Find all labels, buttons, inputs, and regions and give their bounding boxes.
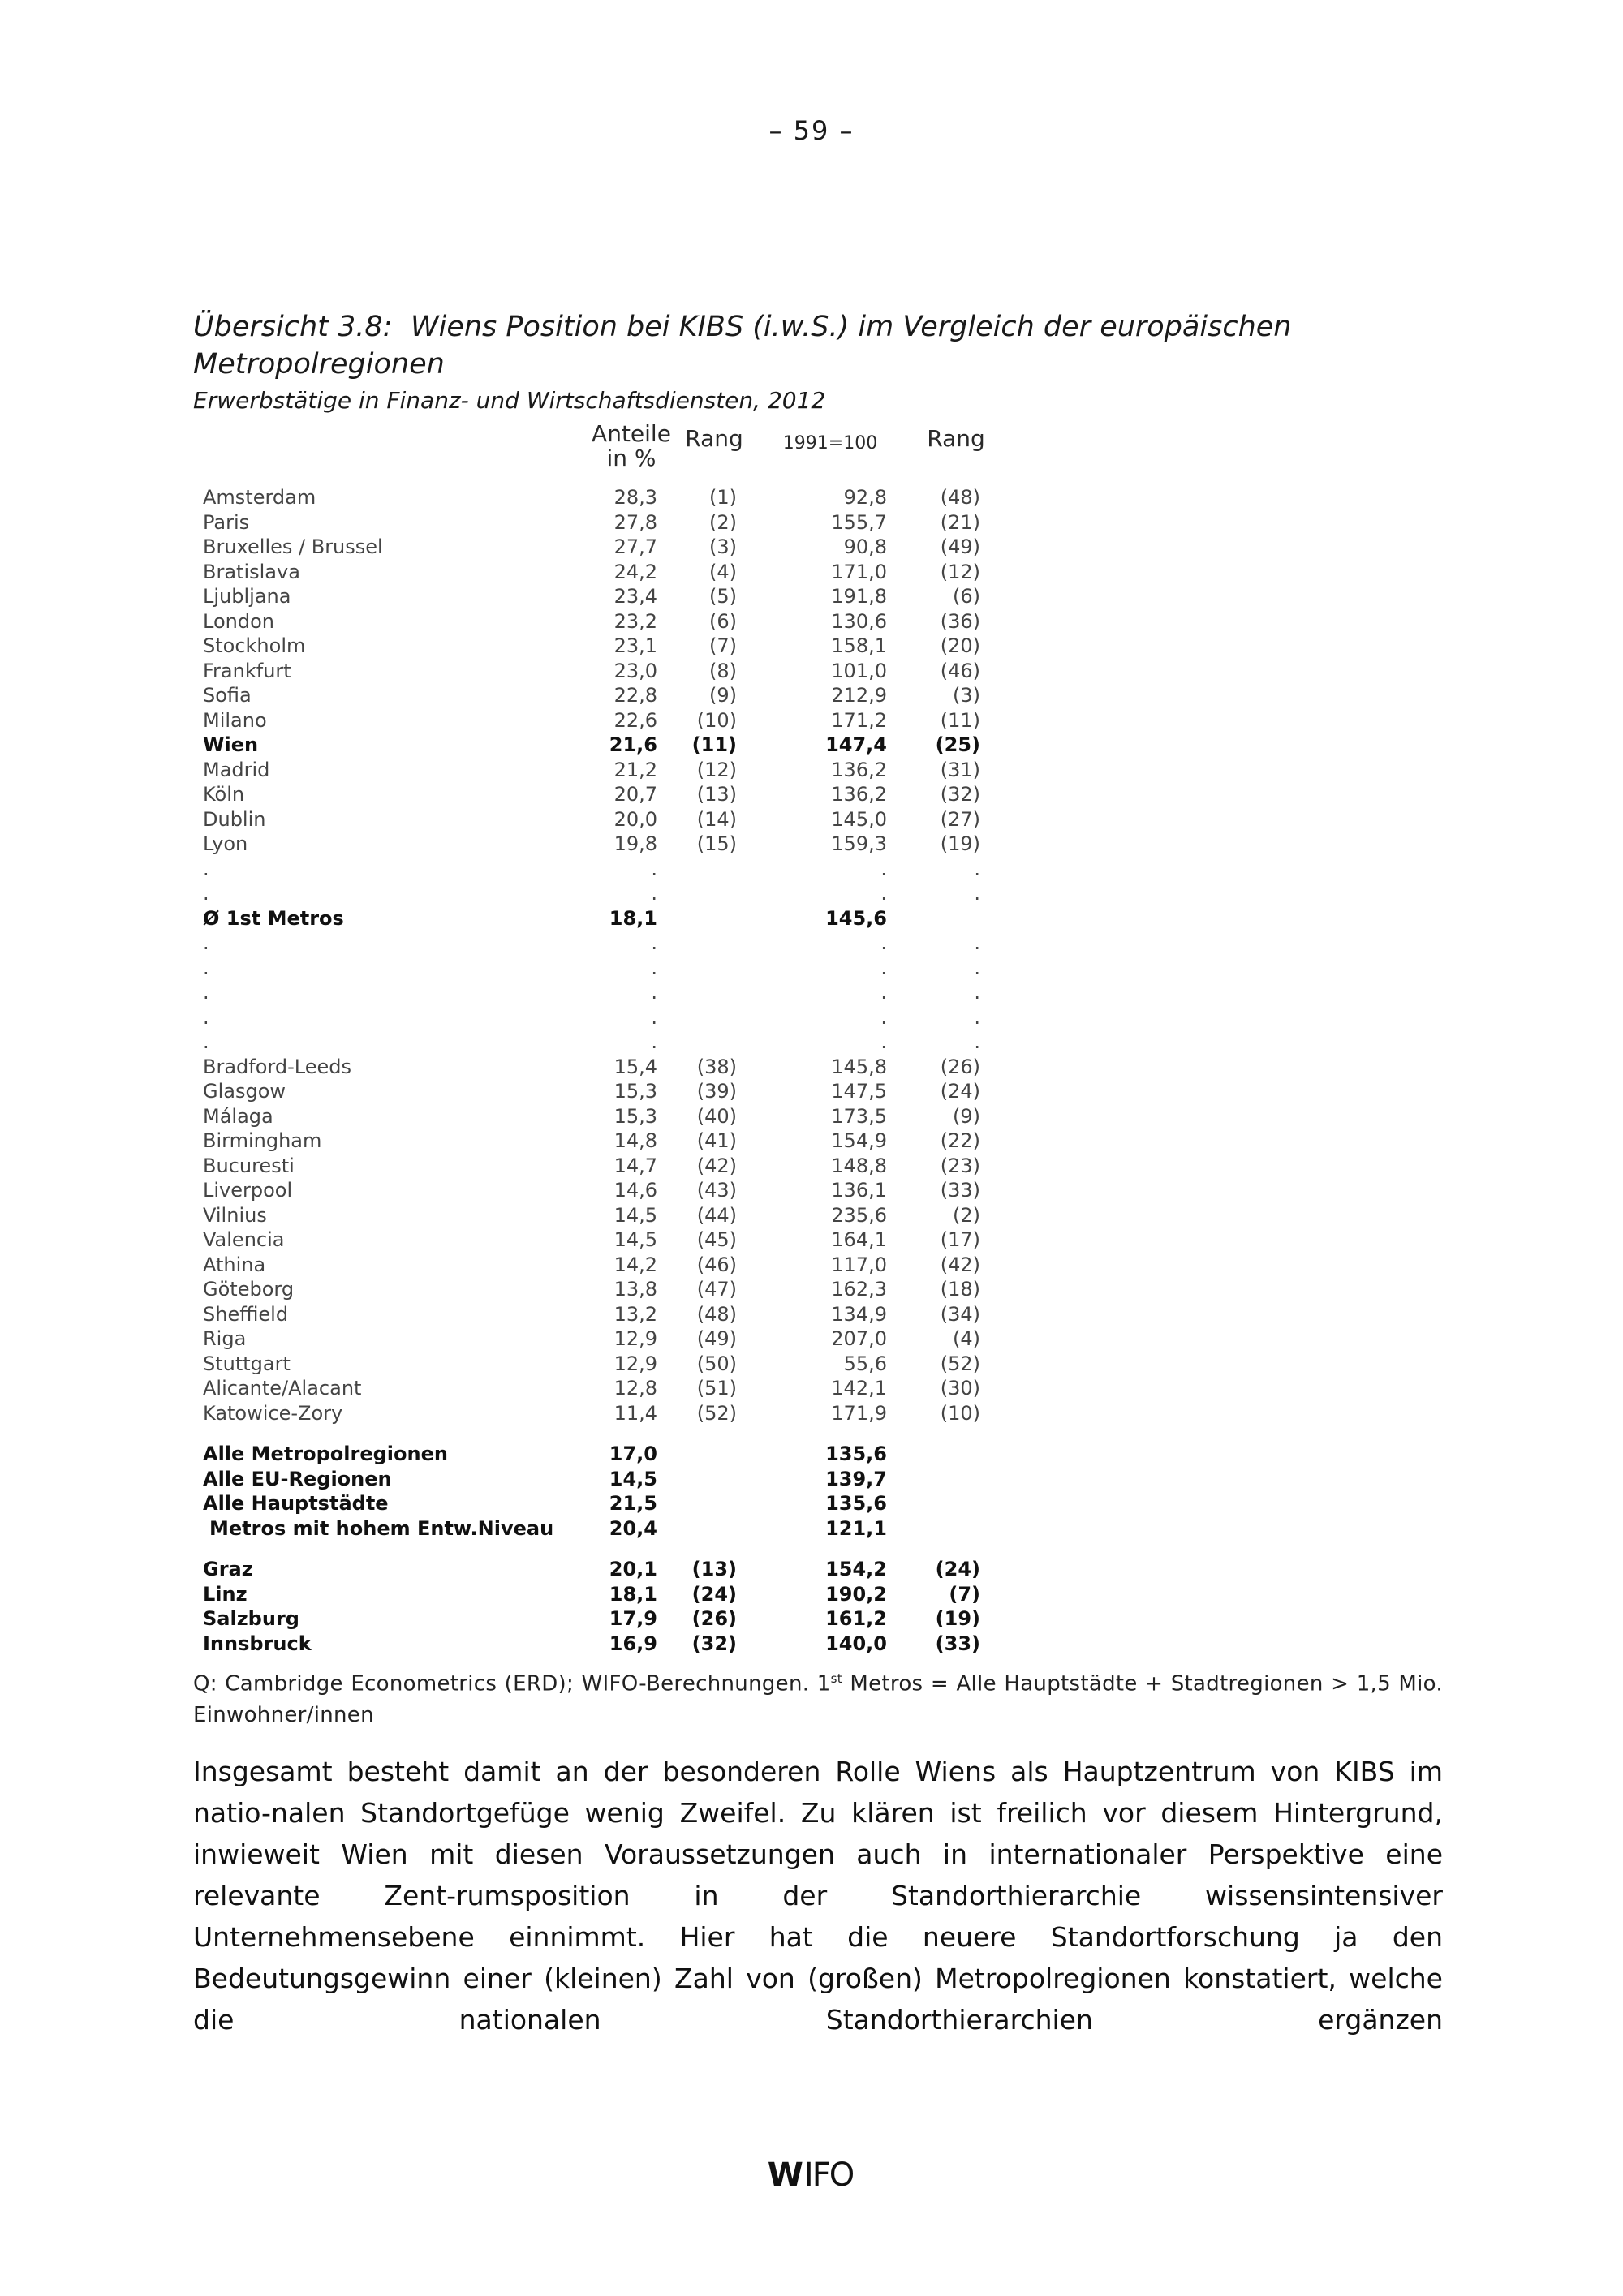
cell-rank2: . — [974, 981, 980, 1004]
cell-rank2: (3) — [953, 684, 980, 707]
cell-index: . — [880, 931, 887, 954]
cell-name: Málaga — [203, 1104, 273, 1128]
overview-label: Übersicht 3.8: — [193, 311, 393, 343]
cell-name: Madrid — [203, 758, 270, 781]
table-row — [193, 584, 1005, 609]
kibs-table — [193, 422, 1005, 1656]
cell-rank: (42) — [696, 1154, 737, 1177]
table-row — [193, 609, 1005, 634]
cell-name: Stuttgart — [203, 1352, 291, 1375]
cell-share: 21,5 — [609, 1492, 657, 1515]
cell-share: 22,6 — [613, 708, 657, 732]
cell-rank2: (4) — [953, 1327, 980, 1350]
cell-name: Sofia — [203, 684, 252, 707]
cell-index: 142,1 — [831, 1377, 887, 1400]
cell-name: Lyon — [203, 832, 248, 855]
cell-rank: (12) — [696, 758, 737, 781]
table-row — [193, 1178, 1005, 1203]
cell-rank: (14) — [696, 807, 737, 831]
table-row — [193, 931, 1005, 956]
cell-index: 140,0 — [825, 1632, 887, 1655]
cell-share: 23,2 — [613, 609, 657, 633]
cell-rank2: (10) — [940, 1401, 980, 1425]
cell-index: 235,6 — [831, 1203, 887, 1227]
table-row — [193, 510, 1005, 535]
table-row — [193, 1203, 1005, 1228]
cell-share: . — [651, 956, 657, 979]
cell-index: 130,6 — [831, 609, 887, 633]
cell-rank2: (26) — [940, 1055, 980, 1078]
cell-rank2: (24) — [940, 1080, 980, 1103]
source-text: Q: Cambridge Econometrics (ERD); WIFO-Berechnungen. 1 — [193, 1671, 831, 1696]
cell-share: 24,2 — [613, 560, 657, 583]
table-row — [193, 857, 1005, 882]
table-row — [193, 832, 1005, 857]
title-line-2: Metropolregionen — [193, 348, 445, 381]
source-note — [193, 1663, 1443, 1731]
cell-share: 13,2 — [613, 1302, 657, 1326]
cell-index: 136,2 — [831, 758, 887, 781]
cell-rank2: (12) — [940, 560, 980, 583]
cell-share: . — [651, 882, 657, 905]
cell-rank2: . — [974, 1005, 980, 1029]
cell-index: 136,1 — [831, 1179, 887, 1202]
cell-rank: (8) — [709, 659, 737, 682]
table-subtitle: Erwerbstätige in Finanz- und Wirtschaftsdiensten, 2012 — [193, 387, 826, 414]
cell-index: 155,7 — [831, 510, 887, 534]
cell-name: Stockholm — [203, 634, 306, 657]
cell-index: 121,1 — [825, 1516, 887, 1540]
cell-index: 136,2 — [831, 783, 887, 806]
cell-name: Vilnius — [203, 1203, 267, 1227]
cell-name: . — [203, 931, 209, 954]
cell-rank2: (17) — [940, 1228, 980, 1251]
cell-name: Dublin — [203, 807, 266, 831]
cell-rank2: (42) — [940, 1253, 980, 1276]
cell-name: . — [203, 857, 209, 880]
cell-name: Sheffield — [203, 1302, 289, 1326]
cell-rank: (13) — [691, 1558, 737, 1580]
cell-share: . — [651, 981, 657, 1004]
cell-index: 147,5 — [831, 1080, 887, 1103]
cell-index: 171,9 — [831, 1401, 887, 1425]
cell-share: 20,1 — [609, 1558, 657, 1580]
table-row — [193, 1302, 1005, 1327]
cell-rank: (24) — [691, 1582, 737, 1606]
cell-name: . — [203, 1030, 209, 1053]
cell-index: 161,2 — [825, 1607, 887, 1630]
cell-rank2: (48) — [940, 486, 980, 509]
table-row — [193, 881, 1005, 906]
cell-index: 92,8 — [843, 486, 887, 509]
cell-rank2: (20) — [940, 634, 980, 657]
cell-index: 171,0 — [831, 560, 887, 583]
cell-name: . — [203, 981, 209, 1004]
table-row — [193, 733, 1005, 758]
cell-index: 148,8 — [831, 1154, 887, 1177]
table-row — [193, 1632, 1005, 1657]
cell-name: Bucuresti — [203, 1154, 295, 1177]
table-row — [193, 708, 1005, 733]
cell-name: Graz — [203, 1558, 253, 1580]
table-row — [193, 1079, 1005, 1104]
cell-name: London — [203, 609, 274, 633]
cell-share: 20,4 — [609, 1516, 657, 1540]
cell-share: 14,5 — [609, 1467, 657, 1490]
header-index: 1991=100 — [782, 433, 878, 454]
cell-rank2: (2) — [953, 1203, 980, 1227]
cell-rank: (40) — [696, 1104, 737, 1128]
cell-index: 173,5 — [831, 1104, 887, 1128]
title-line-1: Wiens Position bei KIBS (i.w.S.) im Vergleich der europäischen — [411, 311, 1292, 343]
cell-rank: (43) — [696, 1179, 737, 1202]
cell-rank2: (52) — [940, 1352, 980, 1375]
cell-index: 164,1 — [831, 1228, 887, 1251]
cell-rank2: . — [974, 882, 980, 905]
cell-share: 14,8 — [613, 1129, 657, 1152]
cell-rank2: (23) — [940, 1154, 980, 1177]
cell-rank2: (31) — [940, 758, 980, 781]
table-row — [193, 659, 1005, 684]
cell-index: . — [880, 857, 887, 880]
cell-rank2: (46) — [940, 659, 980, 682]
cell-share: 28,3 — [613, 486, 657, 509]
table-body-austria — [193, 1557, 1005, 1656]
cell-index: 207,0 — [831, 1327, 887, 1350]
table-row — [193, 758, 1005, 783]
cell-name: Glasgow — [203, 1080, 286, 1103]
source-text-2: Metros = Alle Hauptstädte + Stadtregionen > 1,5 Mio. Einwohner/innen — [193, 1671, 1443, 1727]
table-row — [193, 956, 1005, 981]
cell-share: 14,5 — [613, 1228, 657, 1251]
cell-share: 11,4 — [613, 1401, 657, 1425]
cell-rank: (51) — [696, 1377, 737, 1400]
cell-share: 20,0 — [613, 807, 657, 831]
cell-rank: (50) — [696, 1352, 737, 1375]
cell-share: 14,7 — [613, 1154, 657, 1177]
cell-name: Athina — [203, 1253, 266, 1276]
table-row — [193, 1491, 1005, 1516]
cell-rank: (41) — [696, 1129, 737, 1152]
cell-share: 12,9 — [613, 1352, 657, 1375]
cell-rank2: (11) — [940, 708, 980, 732]
table-row — [193, 1253, 1005, 1278]
cell-share: . — [651, 931, 657, 954]
cell-index: 135,6 — [825, 1443, 887, 1465]
cell-rank2: (9) — [953, 1104, 980, 1128]
table-row — [193, 1030, 1005, 1055]
cell-rank: (10) — [696, 708, 737, 732]
cell-share: 13,8 — [613, 1278, 657, 1301]
cell-name: Bruxelles / Brussel — [203, 535, 383, 558]
cell-index: 135,6 — [825, 1492, 887, 1515]
cell-name: Paris — [203, 510, 250, 534]
cell-rank2: . — [974, 1030, 980, 1053]
cell-rank: (6) — [709, 609, 737, 633]
cell-share: 14,2 — [613, 1253, 657, 1276]
cell-name: Birmingham — [203, 1129, 322, 1152]
cell-share: 16,9 — [609, 1632, 657, 1655]
logo-part-w: W — [767, 2156, 804, 2194]
cell-index: . — [880, 956, 887, 979]
cell-name: Frankfurt — [203, 659, 291, 682]
cell-index: 154,2 — [825, 1558, 887, 1580]
table-row — [193, 1442, 1005, 1467]
table-row — [193, 1055, 1005, 1080]
cell-rank2: (7) — [949, 1582, 980, 1606]
cell-share: 20,7 — [613, 783, 657, 806]
table-row — [193, 634, 1005, 659]
cell-name: Metros mit hohem Entw.Niveau — [209, 1516, 554, 1540]
cell-rank: (11) — [691, 733, 737, 756]
header-rank2: Rang — [927, 425, 985, 452]
table-row — [193, 807, 1005, 832]
cell-name: Valencia — [203, 1228, 285, 1251]
cell-share: 27,8 — [613, 510, 657, 534]
cell-name: Katowice-Zory — [203, 1401, 343, 1425]
table-row — [193, 1104, 1005, 1129]
cell-share: 14,6 — [613, 1179, 657, 1202]
header-share-line2: in % — [606, 445, 657, 471]
cell-rank2: (18) — [940, 1278, 980, 1301]
cell-rank2: (49) — [940, 535, 980, 558]
cell-share: 21,6 — [609, 733, 657, 756]
cell-rank: (7) — [709, 634, 737, 657]
cell-name: Bradford-Leeds — [203, 1055, 351, 1078]
cell-share: 17,0 — [609, 1443, 657, 1465]
table-row — [193, 1277, 1005, 1302]
table-row — [193, 1154, 1005, 1179]
table-row — [193, 1582, 1005, 1607]
cell-index: 212,9 — [831, 684, 887, 707]
cell-share: 12,8 — [613, 1377, 657, 1400]
cell-name: Göteborg — [203, 1278, 295, 1301]
cell-index: . — [880, 981, 887, 1004]
cell-share: 15,3 — [613, 1104, 657, 1128]
cell-share: 21,2 — [613, 758, 657, 781]
cell-name: Linz — [203, 1582, 248, 1606]
cell-share: 14,5 — [613, 1203, 657, 1227]
cell-share: 27,7 — [613, 535, 657, 558]
cell-rank2: (21) — [940, 510, 980, 534]
table-row — [193, 485, 1005, 510]
table-row — [193, 1557, 1005, 1582]
cell-rank: (2) — [709, 510, 737, 534]
cell-rank: (46) — [696, 1253, 737, 1276]
cell-index: 158,1 — [831, 634, 887, 657]
cell-name: Köln — [203, 783, 245, 806]
cell-share: 23,1 — [613, 634, 657, 657]
cell-name: Alicante/Alacant — [203, 1377, 362, 1400]
cell-rank: (4) — [709, 560, 737, 583]
cell-index: 145,8 — [831, 1055, 887, 1078]
cell-share: 23,4 — [613, 585, 657, 608]
cell-name: Ø 1st Metros — [203, 906, 344, 930]
header-share-line1: Anteile — [592, 420, 671, 447]
cell-index: 139,7 — [825, 1467, 887, 1490]
table-header — [193, 422, 1005, 485]
cell-name: Milano — [203, 708, 267, 732]
cell-rank2: (19) — [935, 1607, 980, 1630]
header-rank: Rang — [685, 425, 743, 452]
cell-rank2: . — [974, 956, 980, 979]
cell-rank: (39) — [696, 1080, 737, 1103]
table-row — [193, 1401, 1005, 1426]
cell-name: Salzburg — [203, 1607, 299, 1630]
table-body-regions — [193, 485, 1005, 1425]
cell-name: Alle Metropolregionen — [203, 1443, 448, 1465]
cell-index: 171,2 — [831, 708, 887, 732]
cell-rank: (13) — [696, 783, 737, 806]
cell-share: . — [651, 1030, 657, 1053]
table-row — [193, 906, 1005, 931]
table-row — [193, 535, 1005, 560]
table-title — [193, 308, 1459, 383]
table-body-aggregates — [193, 1442, 1005, 1541]
cell-rank: (3) — [709, 535, 737, 558]
cell-rank2: (33) — [935, 1632, 980, 1655]
table-row — [193, 1467, 1005, 1492]
cell-rank: (45) — [696, 1228, 737, 1251]
wifo-logo — [0, 2156, 1623, 2194]
cell-index: 90,8 — [843, 535, 887, 558]
cell-share: 18,1 — [609, 1582, 657, 1606]
cell-rank2: (30) — [940, 1377, 980, 1400]
cell-rank2: (24) — [935, 1558, 980, 1580]
cell-rank2: (34) — [940, 1302, 980, 1326]
table-row — [193, 1129, 1005, 1154]
cell-name: Innsbruck — [203, 1632, 312, 1655]
table-row — [193, 1516, 1005, 1541]
cell-share: . — [651, 857, 657, 880]
cell-rank: (44) — [696, 1203, 737, 1227]
table-row — [193, 1326, 1005, 1352]
cell-index: 101,0 — [831, 659, 887, 682]
cell-rank: (32) — [691, 1632, 737, 1655]
cell-rank: (15) — [696, 832, 737, 855]
table-row — [193, 1005, 1005, 1030]
logo-part-o: O — [829, 2156, 856, 2194]
cell-rank2: (33) — [940, 1179, 980, 1202]
cell-rank: (5) — [709, 585, 737, 608]
cell-rank2: (32) — [940, 783, 980, 806]
cell-name: Bratislava — [203, 560, 300, 583]
table-row — [193, 782, 1005, 807]
cell-rank2: (19) — [940, 832, 980, 855]
cell-rank2: (6) — [953, 585, 980, 608]
cell-rank: (1) — [709, 486, 737, 509]
cell-index: . — [880, 882, 887, 905]
cell-share: 12,9 — [613, 1327, 657, 1350]
table-row — [193, 1352, 1005, 1377]
cell-index: 117,0 — [831, 1253, 887, 1276]
logo-part-if: IF — [803, 2156, 829, 2194]
cell-share: 15,3 — [613, 1080, 657, 1103]
source-sup: st — [830, 1671, 842, 1686]
cell-name: Ljubljana — [203, 585, 291, 608]
table-row — [193, 683, 1005, 708]
cell-index: 190,2 — [825, 1582, 887, 1606]
cell-share: 23,0 — [613, 659, 657, 682]
cell-index: 145,6 — [825, 906, 887, 930]
cell-rank: (48) — [696, 1302, 737, 1326]
cell-rank: (26) — [691, 1607, 737, 1630]
table-row — [193, 560, 1005, 585]
cell-rank: (49) — [696, 1327, 737, 1350]
cell-name: . — [203, 1005, 209, 1029]
cell-index: 162,3 — [831, 1278, 887, 1301]
cell-name: Riga — [203, 1327, 247, 1350]
cell-rank2: (27) — [940, 807, 980, 831]
table-row — [193, 1606, 1005, 1632]
body-paragraph: Insgesamt besteht damit an der besonderen Rolle Wiens als Hauptzentrum von KIBS im natio-nalen Standortgefüge wenig Zweifel. Zu klären ist freilich vor diesem Hintergrund, inwieweit Wien mit diesen Voraussetzungen auch in internationaler Perspektive eine relevante Zent-rumsposition in der Standorthierarchie wissensintensiver Unternehmensebene einnimmt. Hier hat die neuere Standortforschung ja den Bedeutungsgewinn einer (kleinen) Zahl von (großen) Metropolregionen konstatiert, welche die nationalen Standorthierarchien ergänzen — [193, 1756, 1443, 2036]
cell-rank: (52) — [696, 1401, 737, 1425]
cell-name: Alle EU-Regionen — [203, 1467, 392, 1490]
cell-name: Amsterdam — [203, 486, 316, 509]
cell-share: . — [651, 1005, 657, 1029]
table-row — [193, 980, 1005, 1005]
cell-rank2: (25) — [935, 733, 980, 756]
cell-rank2: (22) — [940, 1129, 980, 1152]
cell-name: Liverpool — [203, 1179, 293, 1202]
cell-rank: (9) — [709, 684, 737, 707]
table-row — [193, 1228, 1005, 1253]
cell-name: . — [203, 882, 209, 905]
cell-share: 18,1 — [609, 906, 657, 930]
cell-share: 17,9 — [609, 1607, 657, 1630]
cell-index: 55,6 — [843, 1352, 887, 1375]
page-number: – 59 – — [768, 115, 855, 146]
cell-share: 15,4 — [613, 1055, 657, 1078]
cell-rank: (47) — [696, 1278, 737, 1301]
cell-rank: (38) — [696, 1055, 737, 1078]
cell-name: Alle Hauptstädte — [203, 1492, 389, 1515]
cell-index: 159,3 — [831, 832, 887, 855]
cell-index: . — [880, 1030, 887, 1053]
cell-share: 22,8 — [613, 684, 657, 707]
cell-share: 19,8 — [613, 832, 657, 855]
cell-index: 191,8 — [831, 585, 887, 608]
cell-rank2: (36) — [940, 609, 980, 633]
cell-index: . — [880, 1005, 887, 1029]
table-row — [193, 1376, 1005, 1401]
cell-index: 147,4 — [825, 733, 887, 756]
cell-name: Wien — [203, 733, 259, 756]
cell-index: 134,9 — [831, 1302, 887, 1326]
cell-index: 145,0 — [831, 807, 887, 831]
cell-rank2: . — [974, 931, 980, 954]
cell-name: . — [203, 956, 209, 979]
cell-rank2: . — [974, 857, 980, 880]
cell-index: 154,9 — [831, 1129, 887, 1152]
